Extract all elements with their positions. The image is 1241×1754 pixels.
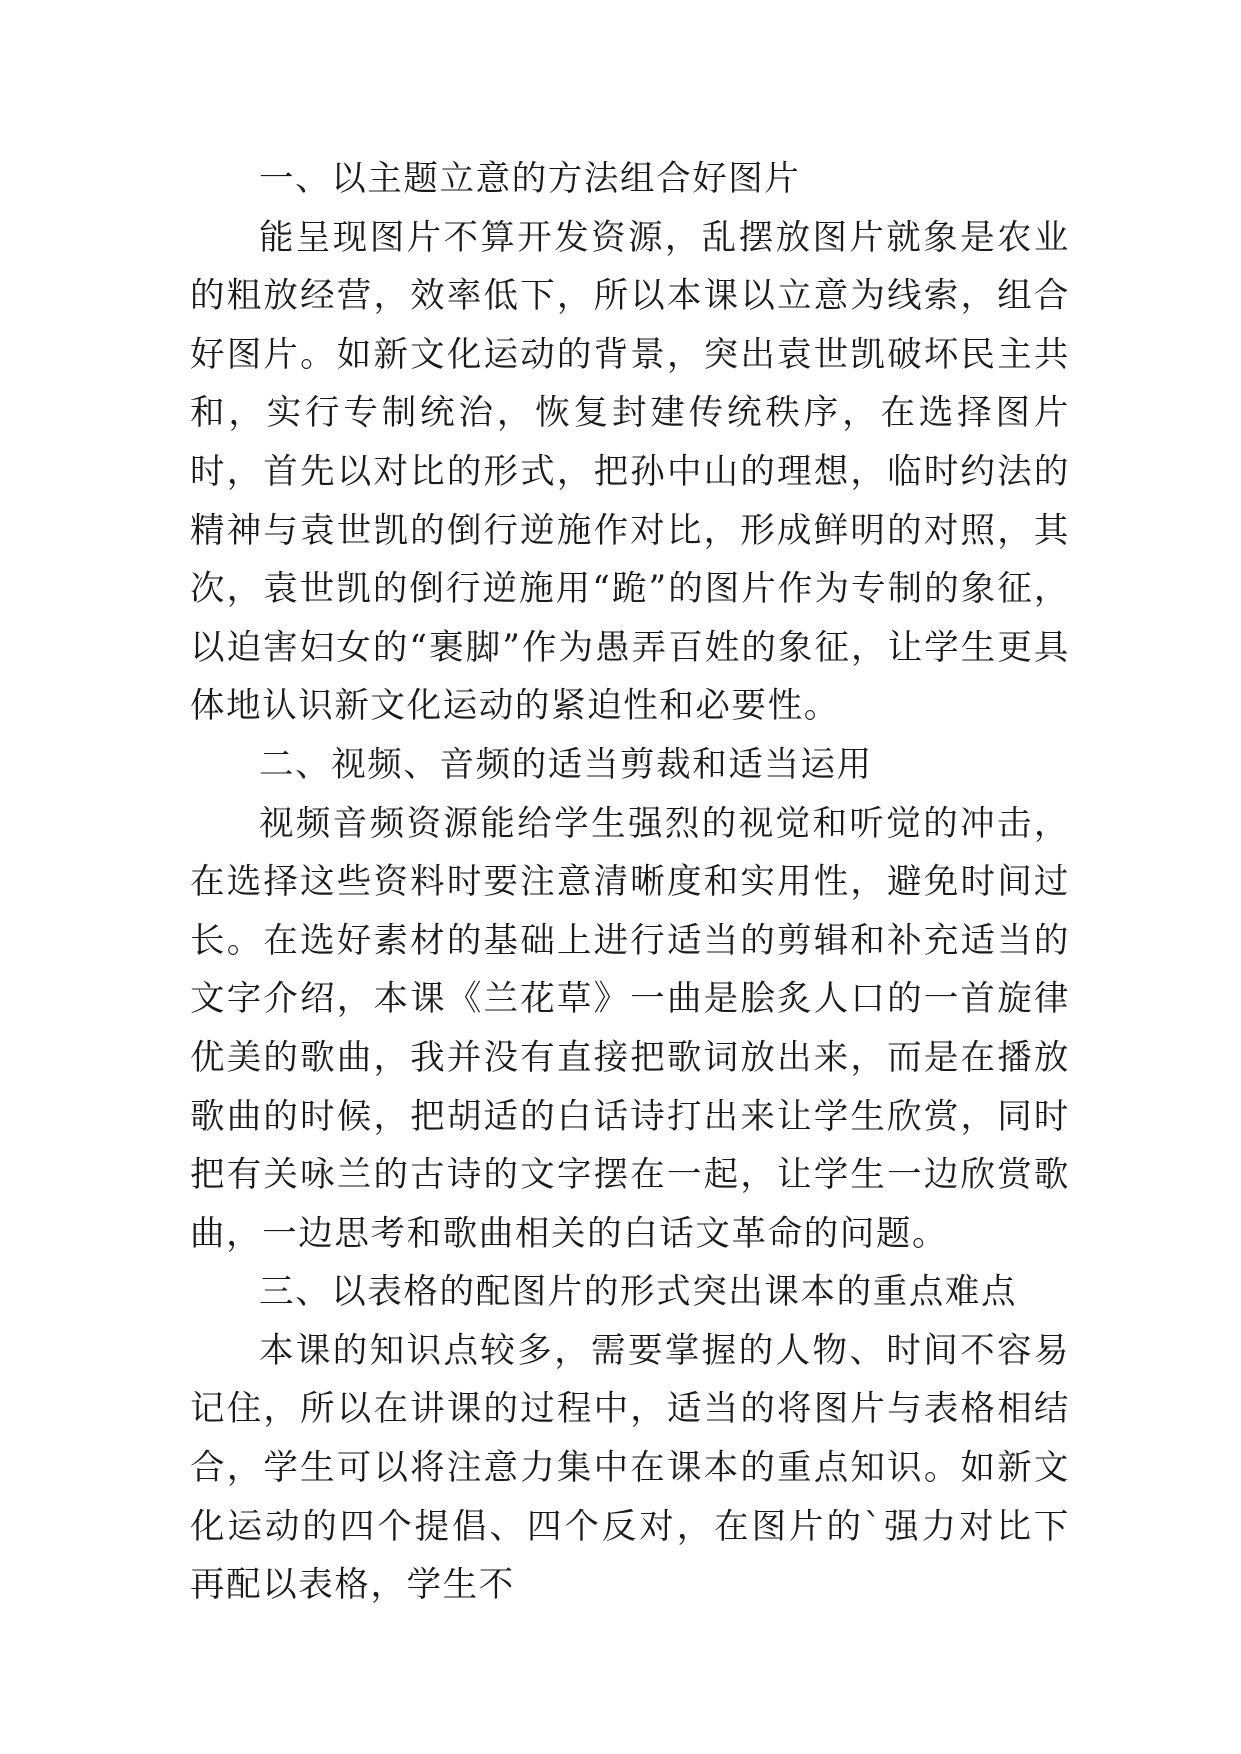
section-heading-1: 一、以主题立意的方法组合好图片 — [259, 159, 801, 199]
section-paragraph-2: 视频音频资源能给学生强烈的视觉和听觉的冲击，在选择这些资料时要注意清晰度和实用性，避免时间过长。在选好素材的基础上进行适当的剪辑和补充适当的文字介绍，本课《兰花草》一曲是脍炙人口的一首旋律优美的歌曲，我并没有直接把歌词放出来，而是在播放歌曲的时候，把胡适的白话诗打出来让学生欣赏，同时把有关咏兰的古诗的文字摆在一起，让学生一边欣赏歌曲，一边思考和歌曲相关的白话文革命的问题。 — [190, 803, 1070, 1254]
section-paragraph-1: 能呈现图片不算开发资源，乱摆放图片就象是农业的粗放经营，效率低下，所以本课以立意为线索，组合好图片。如新文化运动的背景，突出袁世凯破坏民主共和，实行专制统治，恢复封建传统秩序，在选择图片时，首先以对比的形式，把孙中山的理想，临时约法的精神与袁世凯的倒行逆施作对比，形成鲜明的对照，其次，袁世凯的倒行逆施用“跪”的图片作为专制的象征，以迫害妇女的“裹脚”作为愚弄百姓的象征，让学生更具体地认识新文化运动的紧迫性和必要性。 — [190, 217, 1070, 727]
section-paragraph-3: 本课的知识点较多，需要掌握的人物、时间不容易记住，所以在讲课的过程中，适当的将图片与表格相结合，学生可以将注意力集中在课本的重点知识。如新文化运动的四个提倡、四个反对，在图片的`强力对比下再配以表格，学生不 — [190, 1330, 1070, 1606]
document-body — [190, 150, 1070, 1615]
section-heading-3: 三、以表格的配图片的形式突出课本的重点难点 — [259, 1272, 1018, 1313]
section-heading-2: 二、视频、音频的适当剪裁和适当运用 — [259, 744, 873, 785]
